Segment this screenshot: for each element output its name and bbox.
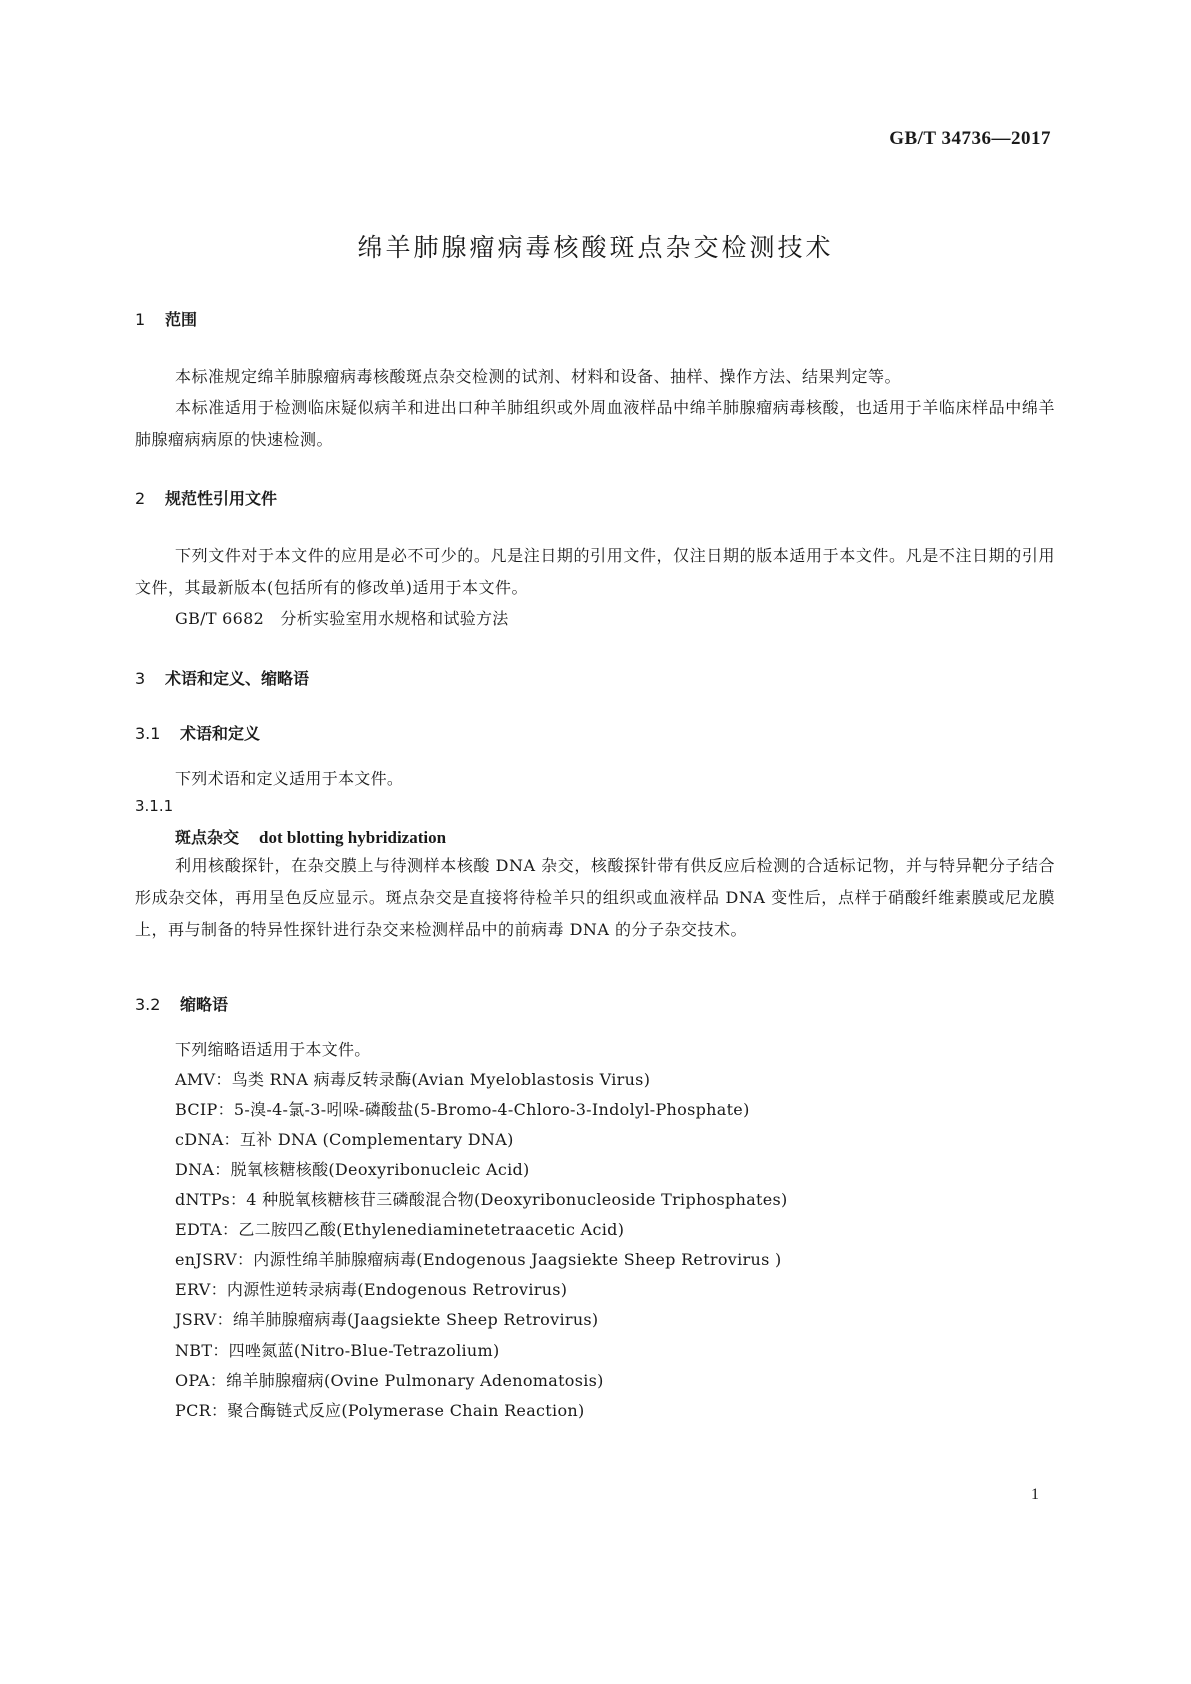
abbreviation-item: NBT：四唑氮蓝(Nitro-Blue-Tetrazolium): [175, 1341, 500, 1360]
section-2-heading: [135, 486, 277, 509]
section-3-1-title: 术语和定义: [180, 724, 261, 743]
section-3-1-number: 3.1: [135, 724, 161, 743]
standard-code: GB/T 34736—2017: [889, 128, 1051, 149]
term-title: [175, 825, 446, 848]
section-3-number: 3: [135, 669, 146, 688]
abbreviation-item: DNA：脱氧核糖核酸(Deoxyribonucleic Acid): [175, 1160, 530, 1179]
section-2-paragraph: 下列文件对于本文件的应用是必不可少的。凡是注日期的引用文件，仅注日期的版本适用于本文件。凡是不注日期的引用文件，其最新版本(包括所有的修改单)适用于本文件。: [135, 546, 1055, 597]
term-chinese: 斑点杂交: [175, 828, 240, 847]
abbreviation-item: OPA：绵羊肺腺瘤病(Ovine Pulmonary Adenomatosis): [175, 1371, 604, 1390]
term-number: 3.1.1: [135, 797, 174, 815]
abbreviation-item: JSRV：绵羊肺腺瘤病毒(Jaagsiekte Sheep Retrovirus): [175, 1310, 599, 1329]
section-3-2-title: 缩略语: [180, 995, 229, 1014]
abbreviations-intro: 下列缩略语适用于本文件。: [175, 1040, 371, 1059]
abbreviation-item: EDTA：乙二胺四乙酸(Ethylenediaminetetraacetic Acid): [175, 1220, 625, 1239]
page-number: 1: [1031, 1486, 1039, 1503]
term-english: dot blotting hybridization: [259, 828, 447, 847]
section-3-2-heading: [135, 992, 228, 1015]
abbreviation-item: dNTPs：4 种脱氧核糖核苷三磷酸混合物(Deoxyribonucleoside Triphosphates): [175, 1190, 788, 1209]
abbreviation-item: PCR：聚合酶链式反应(Polymerase Chain Reaction): [175, 1401, 585, 1420]
section-2-title: 规范性引用文件: [165, 489, 278, 508]
section-3-1-heading: [135, 721, 260, 744]
abbreviation-item: cDNA：互补 DNA (Complementary DNA): [175, 1130, 514, 1149]
abbreviation-item: AMV：鸟类 RNA 病毒反转录酶(Avian Myeloblastosis Virus): [175, 1070, 651, 1089]
abbreviation-item: ERV：内源性逆转录病毒(Endogenous Retrovirus): [175, 1280, 568, 1299]
section-3-title: 术语和定义、缩略语: [165, 669, 310, 688]
document-title: 绵羊肺腺瘤病毒核酸斑点杂交检测技术: [357, 233, 834, 262]
section-1-heading: [135, 307, 197, 330]
section-3-2-number: 3.2: [135, 995, 161, 1014]
section-1-paragraph-2: 本标准适用于检测临床疑似病羊和进出口种羊肺组织或外周血液样品中绵羊肺腺瘤病毒核酸，也适用于羊临床样品中绵羊肺腺瘤病病原的快速检测。: [135, 398, 1055, 449]
section-1-paragraph-1: 本标准规定绵羊肺腺瘤病毒核酸斑点杂交检测的试剂、材料和设备、抽样、操作方法、结果判定等。: [175, 367, 902, 386]
term-definition: 利用核酸探针，在杂交膜上与待测样本核酸 DNA 杂交，核酸探针带有供反应后检测的合适标记物，并与特异靶分子结合形成杂交体，再用呈色反应显示。斑点杂交是直接将待检羊只的组织或血液样品 DNA 变性后，点样于硝酸纤维素膜或尼龙膜上，再与制备的特异性探针进行杂交来检测样品中的前病毒 DNA 的分子杂交技术。: [135, 856, 1055, 939]
section-3-heading: [135, 666, 309, 689]
normative-reference: GB/T 6682 分析实验室用水规格和试验方法: [175, 609, 509, 628]
abbreviation-item: BCIP：5-溴-4-氯-3-吲哚-磷酸盐(5-Bromo-4-Chloro-3-Indolyl-Phosphate): [175, 1100, 750, 1119]
section-1-title: 范围: [165, 310, 198, 329]
terms-intro: 下列术语和定义适用于本文件。: [175, 769, 404, 788]
section-2-number: 2: [135, 489, 146, 508]
abbreviation-item: enJSRV：内源性绵羊肺腺瘤病毒(Endogenous Jaagsiekte Sheep Retrovirus ): [175, 1250, 782, 1269]
section-1-number: 1: [135, 310, 146, 329]
